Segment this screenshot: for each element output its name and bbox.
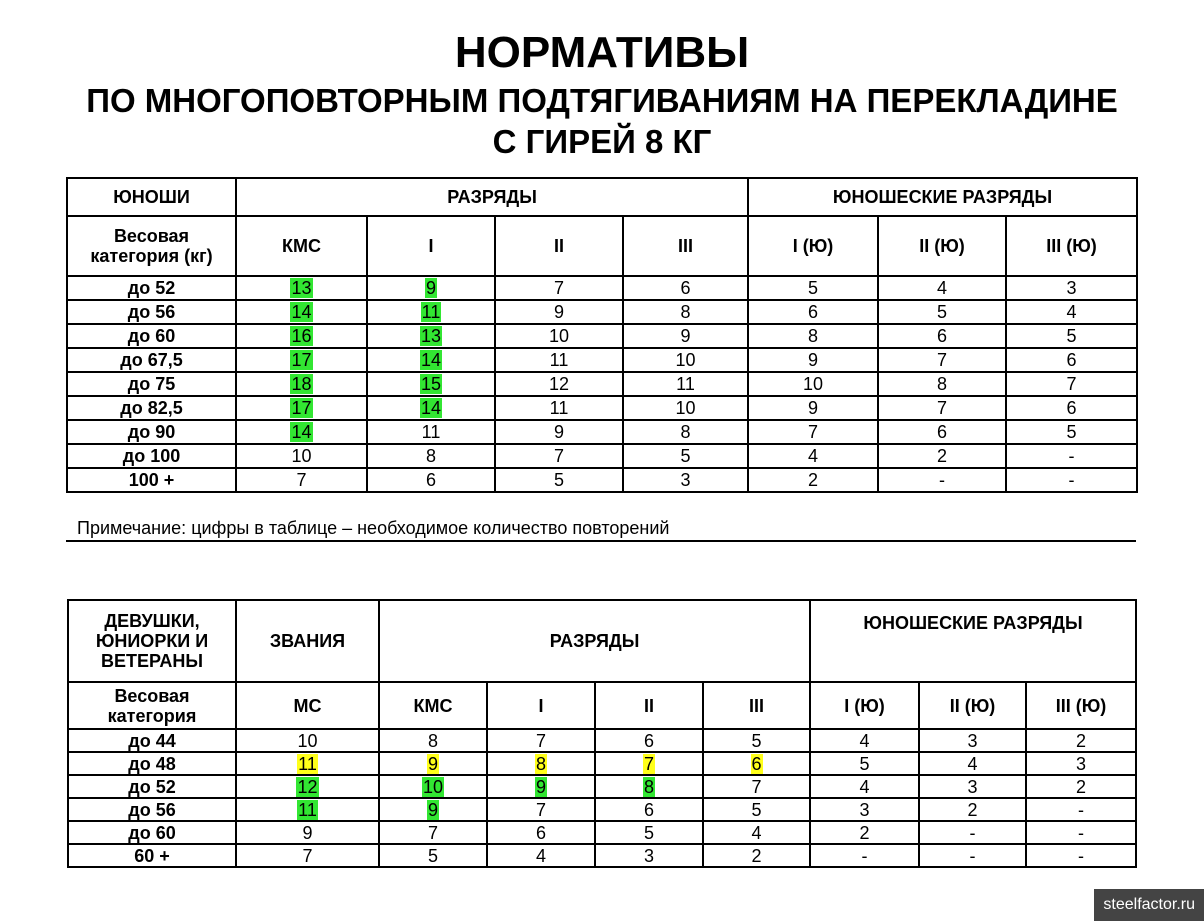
cell-value: 6 xyxy=(643,799,654,820)
highlighted-value: 16 xyxy=(291,326,312,346)
norm-cell xyxy=(236,420,367,444)
cell-value: - xyxy=(1078,822,1085,843)
boys-ranks-header: РАЗРЯДЫ xyxy=(236,178,748,216)
norm-cell xyxy=(495,276,623,300)
norm-cell xyxy=(748,324,878,348)
weight-category-label: до 56 xyxy=(68,798,236,821)
norm-cell xyxy=(1006,324,1137,348)
norm-cell xyxy=(379,821,487,844)
cell-value: 5 xyxy=(643,822,654,843)
norm-cell xyxy=(595,821,703,844)
highlighted-value: 8 xyxy=(643,776,654,797)
highlighted-value: 14 xyxy=(291,302,312,322)
norm-cell xyxy=(487,844,595,867)
title-main: НОРМАТИВЫ xyxy=(454,28,750,77)
cell-value: 12 xyxy=(548,374,570,394)
boys-table-row xyxy=(67,372,1137,396)
cell-value: 7 xyxy=(427,822,438,843)
norm-cell xyxy=(1026,798,1136,821)
norm-cell xyxy=(703,844,810,867)
cell-value: 3 xyxy=(859,799,870,820)
boys-column-header: I xyxy=(367,216,495,276)
cell-value: 7 xyxy=(302,845,313,866)
cell-value: 6 xyxy=(425,470,436,490)
title-weight: С ГИРЕЙ 8 КГ xyxy=(492,123,712,160)
cell-value: - xyxy=(1068,470,1075,490)
cell-value: - xyxy=(1078,799,1085,820)
highlighted-value: 11 xyxy=(421,302,441,322)
norm-cell xyxy=(236,729,379,752)
cell-value: 7 xyxy=(553,446,564,466)
cell-value: 9 xyxy=(680,326,691,346)
norm-cell xyxy=(236,372,367,396)
norm-cell xyxy=(919,752,1026,775)
norm-cell xyxy=(810,798,919,821)
weight-category-label: до 60 xyxy=(67,324,236,348)
cell-value: 9 xyxy=(553,302,564,322)
norm-cell xyxy=(487,821,595,844)
highlighted-value: 14 xyxy=(420,398,442,418)
cell-value: 5 xyxy=(937,302,948,322)
norm-cell xyxy=(1026,821,1136,844)
norm-cell xyxy=(1006,300,1137,324)
norm-cell xyxy=(236,324,367,348)
norm-cell xyxy=(810,729,919,752)
table-note: Примечание: цифры в таблице – необходимое количество повторений xyxy=(77,518,670,538)
cell-value: 9 xyxy=(808,398,819,418)
highlighted-value: 8 xyxy=(535,753,546,774)
cell-value: 5 xyxy=(680,446,691,466)
norm-cell xyxy=(748,300,878,324)
norm-cell xyxy=(367,420,495,444)
cell-value: 4 xyxy=(1066,302,1077,322)
girls-column-header: II (Ю) xyxy=(919,682,1026,729)
cell-value: 6 xyxy=(1066,398,1077,418)
cell-value: 2 xyxy=(1076,776,1087,797)
cell-value: 2 xyxy=(859,822,870,843)
cell-value: 5 xyxy=(1066,422,1077,442)
cell-value: 7 xyxy=(535,730,546,751)
weight-category-label: до 56 xyxy=(67,300,236,324)
cell-value: 2 xyxy=(1076,730,1087,751)
norm-cell xyxy=(919,821,1026,844)
cell-value: 3 xyxy=(967,776,978,797)
boys-column-header: II xyxy=(495,216,623,276)
cell-value: 4 xyxy=(859,776,870,797)
highlighted-value: 10 xyxy=(422,776,444,797)
norm-cell xyxy=(379,775,487,798)
weight-category-label: до 52 xyxy=(68,775,236,798)
highlighted-value: 9 xyxy=(427,799,438,820)
cell-value: 7 xyxy=(553,278,564,298)
norm-cell xyxy=(919,775,1026,798)
weight-category-label: до 75 xyxy=(67,372,236,396)
norm-cell xyxy=(878,324,1006,348)
norm-cell xyxy=(878,468,1006,492)
norm-cell xyxy=(367,372,495,396)
norm-cell xyxy=(703,821,810,844)
norm-cell xyxy=(1006,396,1137,420)
boys-norms-table xyxy=(66,177,1138,493)
cell-value: 2 xyxy=(751,845,762,866)
norm-cell xyxy=(623,348,748,372)
norm-cell xyxy=(367,300,495,324)
norm-cell xyxy=(487,729,595,752)
norm-cell xyxy=(236,444,367,468)
cell-value: 6 xyxy=(643,730,654,751)
boys-weight-header: Весовая категория (кг) xyxy=(67,216,236,276)
norm-cell xyxy=(487,752,595,775)
cell-value: 7 xyxy=(296,470,307,490)
norm-cell xyxy=(236,821,379,844)
cell-value: 5 xyxy=(751,730,762,751)
girls-table-row xyxy=(68,752,1136,775)
norm-cell xyxy=(1026,729,1136,752)
boys-table-row xyxy=(67,444,1137,468)
norm-cell xyxy=(379,798,487,821)
cell-value: 6 xyxy=(535,822,546,843)
weight-category-label: до 100 xyxy=(67,444,236,468)
cell-value: 2 xyxy=(808,470,819,490)
norm-cell xyxy=(878,420,1006,444)
norm-cell xyxy=(379,729,487,752)
cell-value: 4 xyxy=(751,822,762,843)
norm-cell xyxy=(623,276,748,300)
norm-cell xyxy=(379,844,487,867)
cell-value: 11 xyxy=(676,374,695,394)
norm-cell xyxy=(748,444,878,468)
cell-value: 3 xyxy=(643,845,654,866)
cell-value: 2 xyxy=(937,446,948,466)
weight-category-label: до 82,5 xyxy=(67,396,236,420)
cell-value: 9 xyxy=(302,822,313,843)
weight-category-label: 100 + xyxy=(67,468,236,492)
boys-table-row xyxy=(67,420,1137,444)
cell-value: 11 xyxy=(549,350,569,370)
norm-cell xyxy=(878,444,1006,468)
norm-cell xyxy=(623,300,748,324)
norm-cell xyxy=(703,775,810,798)
highlighted-value: 17 xyxy=(291,398,312,418)
norm-cell xyxy=(236,468,367,492)
norm-cell xyxy=(367,468,495,492)
boys-column-header: III xyxy=(623,216,748,276)
cell-value: - xyxy=(1068,446,1075,466)
norm-cell xyxy=(1006,372,1137,396)
norm-cell xyxy=(495,468,623,492)
girls-table-row xyxy=(68,729,1136,752)
norm-cell xyxy=(495,396,623,420)
cell-value: 6 xyxy=(937,422,948,442)
norm-cell xyxy=(623,324,748,348)
girls-table-row xyxy=(68,821,1136,844)
norm-cell xyxy=(810,752,919,775)
norm-cell xyxy=(495,324,623,348)
norm-cell xyxy=(1006,420,1137,444)
norm-cell xyxy=(703,752,810,775)
weight-category-label: до 60 xyxy=(68,821,236,844)
norm-cell xyxy=(1006,468,1137,492)
cell-value: 4 xyxy=(937,278,948,298)
norm-cell xyxy=(236,396,367,420)
cell-value: 8 xyxy=(808,326,819,346)
norm-cell xyxy=(495,300,623,324)
norm-cell xyxy=(748,396,878,420)
cell-value: 9 xyxy=(553,422,564,442)
cell-value: - xyxy=(1078,845,1085,866)
norm-cell xyxy=(878,372,1006,396)
norm-cell xyxy=(595,752,703,775)
girls-table-row xyxy=(68,798,1136,821)
cell-value: 6 xyxy=(680,278,691,298)
norm-cell xyxy=(623,444,748,468)
cell-value: 8 xyxy=(427,730,438,751)
norm-cell xyxy=(1026,844,1136,867)
norm-cell xyxy=(748,372,878,396)
norm-cell xyxy=(495,348,623,372)
cell-value: 4 xyxy=(535,845,546,866)
cell-value: 7 xyxy=(808,422,819,442)
girls-column-header: III xyxy=(703,682,810,729)
highlighted-value: 14 xyxy=(291,422,312,442)
cell-value: 10 xyxy=(297,730,318,751)
cell-value: 9 xyxy=(808,350,819,370)
norm-cell xyxy=(748,348,878,372)
cell-value: 8 xyxy=(937,374,948,394)
norm-cell xyxy=(595,798,703,821)
girls-table-row xyxy=(68,775,1136,798)
cell-value: 3 xyxy=(680,470,691,490)
girls-group-header: ДЕВУШКИ, ЮНИОРКИ И ВЕТЕРАНЫ xyxy=(68,600,236,682)
highlighted-value: 11 xyxy=(298,753,317,774)
norm-cell xyxy=(623,372,748,396)
norm-cell xyxy=(236,276,367,300)
norm-cell xyxy=(236,348,367,372)
norm-cell xyxy=(919,798,1026,821)
cell-value: 5 xyxy=(808,278,819,298)
cell-value: 11 xyxy=(549,398,569,418)
cell-value: 8 xyxy=(680,422,691,442)
norm-cell xyxy=(1026,752,1136,775)
weight-category-label: до 44 xyxy=(68,729,236,752)
weight-category-label: до 52 xyxy=(67,276,236,300)
norm-cell xyxy=(748,276,878,300)
cell-value: 8 xyxy=(680,302,691,322)
girls-column-header: II xyxy=(595,682,703,729)
cell-value: 5 xyxy=(751,799,762,820)
weight-category-label: 60 + xyxy=(68,844,236,867)
cell-value: 10 xyxy=(548,326,570,346)
cell-value: - xyxy=(939,470,946,490)
girls-titles-header: ЗВАНИЯ xyxy=(236,600,379,682)
boys-table-row xyxy=(67,468,1137,492)
norm-cell xyxy=(487,775,595,798)
norm-cell xyxy=(810,775,919,798)
norm-cell xyxy=(367,396,495,420)
cell-value: 11 xyxy=(421,422,441,442)
cell-value: 10 xyxy=(675,398,696,418)
highlighted-value: 13 xyxy=(291,278,312,298)
boys-column-header: III (Ю) xyxy=(1006,216,1137,276)
weight-category-label: до 90 xyxy=(67,420,236,444)
cell-value: - xyxy=(969,822,976,843)
norm-cell xyxy=(1006,348,1137,372)
norm-cell xyxy=(623,396,748,420)
norm-cell xyxy=(495,372,623,396)
boys-youth-ranks-header: ЮНОШЕСКИЕ РАЗРЯДЫ xyxy=(748,178,1137,216)
girls-column-header: I xyxy=(487,682,595,729)
norm-cell xyxy=(810,821,919,844)
weight-category-label: до 67,5 xyxy=(67,348,236,372)
highlighted-value: 9 xyxy=(535,776,546,797)
norm-cell xyxy=(379,752,487,775)
cell-value: 10 xyxy=(803,374,824,394)
norm-cell xyxy=(367,348,495,372)
boys-table-row xyxy=(67,348,1137,372)
girls-norms-table xyxy=(67,599,1137,868)
cell-value: 7 xyxy=(535,799,546,820)
cell-value: - xyxy=(861,845,868,866)
norm-cell xyxy=(595,844,703,867)
girls-ranks-header: РАЗРЯДЫ xyxy=(379,600,810,682)
highlighted-value: 14 xyxy=(420,350,442,370)
cell-value: 4 xyxy=(808,446,819,466)
norm-cell xyxy=(236,775,379,798)
norm-cell xyxy=(878,276,1006,300)
norm-cell xyxy=(236,844,379,867)
norm-cell xyxy=(1026,775,1136,798)
highlighted-value: 7 xyxy=(643,753,654,774)
norm-cell xyxy=(748,468,878,492)
cell-value: 8 xyxy=(425,446,436,466)
girls-column-header: I (Ю) xyxy=(810,682,919,729)
note-divider xyxy=(66,540,1136,542)
highlighted-value: 11 xyxy=(298,799,317,820)
norm-cell xyxy=(623,468,748,492)
cell-value: 3 xyxy=(967,730,978,751)
highlighted-value: 15 xyxy=(420,374,442,394)
norm-cell xyxy=(878,300,1006,324)
highlighted-value: 9 xyxy=(427,753,438,774)
title-subtitle: ПО МНОГОПОВТОРНЫМ ПОДТЯГИВАНИЯМ НА ПЕРЕКЛАДИНЕ xyxy=(86,82,1118,119)
cell-value: - xyxy=(969,845,976,866)
norm-cell xyxy=(1006,444,1137,468)
norm-cell xyxy=(878,348,1006,372)
cell-value: 7 xyxy=(937,350,948,370)
cell-value: 7 xyxy=(937,398,948,418)
cell-value: 5 xyxy=(427,845,438,866)
norm-cell xyxy=(810,844,919,867)
boys-group-header: ЮНОШИ xyxy=(67,178,236,216)
girls-column-header: МС xyxy=(236,682,379,729)
cell-value: 5 xyxy=(1066,326,1077,346)
highlighted-value: 17 xyxy=(291,350,312,370)
norm-cell xyxy=(236,300,367,324)
cell-value: 4 xyxy=(859,730,870,751)
cell-value: 3 xyxy=(1066,278,1077,298)
boys-table-row xyxy=(67,276,1137,300)
norm-cell xyxy=(495,444,623,468)
norm-cell xyxy=(367,444,495,468)
norm-cell xyxy=(919,729,1026,752)
boys-column-header: I (Ю) xyxy=(748,216,878,276)
norm-cell xyxy=(236,752,379,775)
norm-cell xyxy=(703,798,810,821)
norm-cell xyxy=(495,420,623,444)
highlighted-value: 18 xyxy=(291,374,312,394)
norm-cell xyxy=(595,729,703,752)
cell-value: 7 xyxy=(1066,374,1077,394)
girls-column-header: КМС xyxy=(379,682,487,729)
weight-category-label: до 48 xyxy=(68,752,236,775)
boys-table-row xyxy=(67,300,1137,324)
cell-value: 5 xyxy=(859,753,870,774)
norm-cell xyxy=(703,729,810,752)
highlighted-value: 12 xyxy=(297,776,318,797)
cell-value: 5 xyxy=(553,470,564,490)
norm-cell xyxy=(1006,276,1137,300)
boys-table-row xyxy=(67,396,1137,420)
norm-cell xyxy=(878,396,1006,420)
watermark: steelfactor.ru xyxy=(1094,889,1204,921)
cell-value: 3 xyxy=(1076,753,1087,774)
norm-cell xyxy=(367,276,495,300)
cell-value: 6 xyxy=(808,302,819,322)
cell-value: 6 xyxy=(1066,350,1077,370)
boys-column-header: КМС xyxy=(236,216,367,276)
cell-value: 4 xyxy=(967,753,978,774)
boys-column-header: II (Ю) xyxy=(878,216,1006,276)
girls-youth-ranks-header: ЮНОШЕСКИЕ РАЗРЯДЫ xyxy=(810,600,1136,682)
norm-cell xyxy=(623,420,748,444)
girls-weight-header: Весовая категория xyxy=(68,682,236,729)
cell-value: 2 xyxy=(967,799,978,820)
norm-cell xyxy=(487,798,595,821)
boys-table-row xyxy=(67,324,1137,348)
girls-column-header: III (Ю) xyxy=(1026,682,1136,729)
norm-cell xyxy=(919,844,1026,867)
norm-cell xyxy=(367,324,495,348)
highlighted-value: 6 xyxy=(751,753,762,774)
norm-cell xyxy=(595,775,703,798)
cell-value: 6 xyxy=(937,326,948,346)
girls-table-row xyxy=(68,844,1136,867)
cell-value: 7 xyxy=(751,776,762,797)
cell-value: 10 xyxy=(675,350,696,370)
norm-cell xyxy=(236,798,379,821)
highlighted-value: 13 xyxy=(420,326,442,346)
cell-value: 10 xyxy=(291,446,312,466)
norm-cell xyxy=(748,420,878,444)
highlighted-value: 9 xyxy=(425,278,436,298)
